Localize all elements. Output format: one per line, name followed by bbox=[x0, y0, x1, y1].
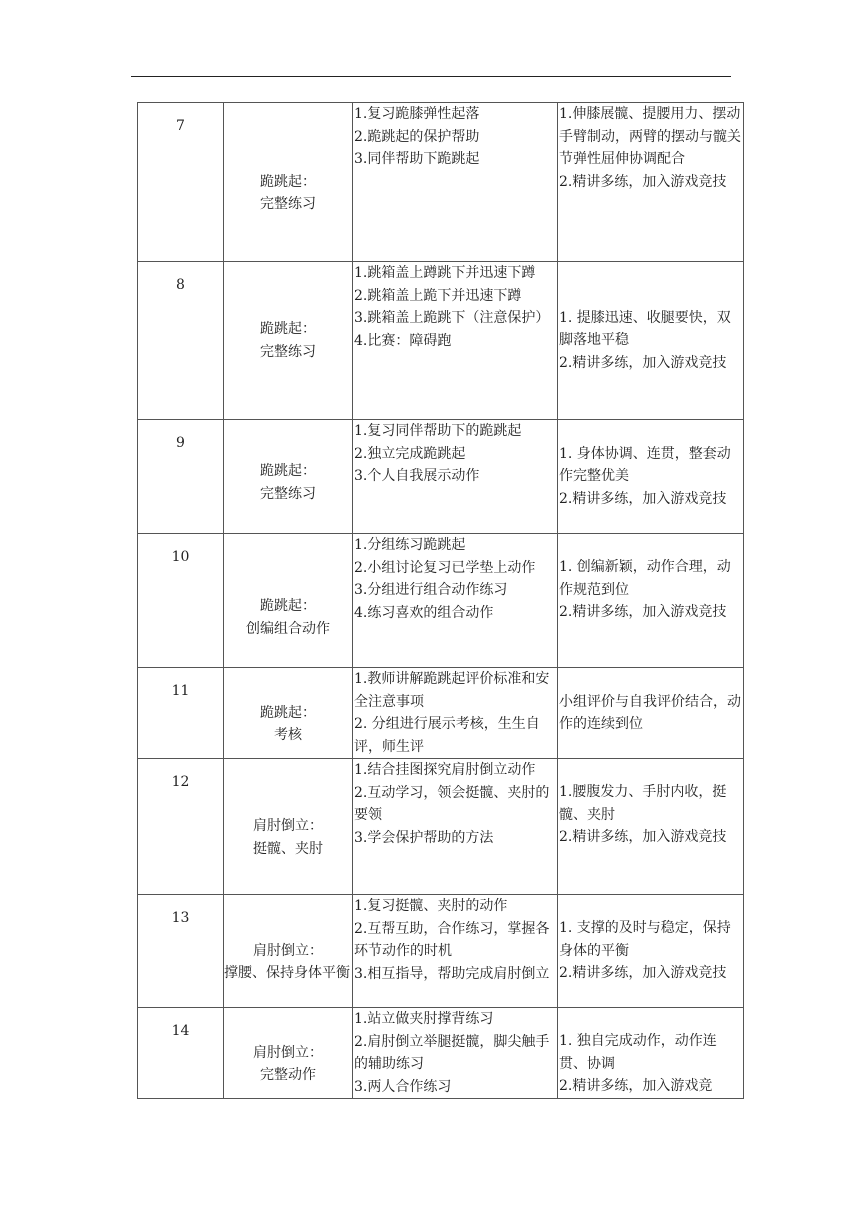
topic-line: 跪跳起： bbox=[260, 321, 316, 337]
content-item: 2.互动学习，领会挺髋、夹肘的要领 bbox=[354, 784, 550, 823]
content-item: 2.跳箱盖上跪下并迅速下蹲 bbox=[354, 287, 522, 304]
lesson-requirements bbox=[558, 262, 744, 420]
content-item: 3.学会保护帮助的方法 bbox=[354, 829, 494, 846]
lesson-content bbox=[353, 262, 558, 420]
topic-line: 完整练习 bbox=[260, 485, 316, 502]
lesson-requirements bbox=[558, 103, 744, 262]
topic-line: 肩肘倒立： bbox=[253, 942, 323, 959]
topic-line: 考核 bbox=[274, 727, 302, 743]
content-item: 3.相互指导，帮助完成肩肘倒立 bbox=[354, 965, 550, 982]
lesson-number: 11 bbox=[138, 668, 224, 759]
content-item: 2.跪跳起的保护帮助 bbox=[354, 128, 480, 145]
lesson-content bbox=[353, 759, 558, 895]
lesson-topic bbox=[224, 759, 353, 895]
lesson-topic bbox=[224, 103, 353, 262]
topic-line: 肩肘倒立： bbox=[253, 818, 323, 834]
lesson-plan-table bbox=[137, 102, 744, 1099]
requirement-item: 1. 提膝迅速、收腿要快，双脚落地平稳 bbox=[559, 309, 731, 349]
requirement-item: 1. 创编新颖，动作合理，动作规范到位 bbox=[559, 559, 731, 598]
content-item: 4.练习喜欢的组合动作 bbox=[354, 604, 494, 621]
requirement-item: 2.精讲多练，加入游戏竞技 bbox=[559, 490, 727, 507]
topic-line: 跪跳起： bbox=[260, 463, 316, 479]
topic-line: 完整动作 bbox=[260, 1067, 316, 1083]
lesson-requirements bbox=[558, 759, 744, 895]
lesson-number: 8 bbox=[138, 262, 224, 420]
content-item: 1.跳箱盖上蹲跳下并迅速下蹲 bbox=[354, 265, 536, 281]
content-item: 4.比赛：障碍跑 bbox=[354, 332, 452, 349]
requirement-item: 2.精讲多练，加入游戏竞技 bbox=[559, 829, 727, 845]
lesson-content bbox=[353, 668, 558, 759]
content-item: 2.小组讨论复习已学垫上动作 bbox=[354, 559, 536, 576]
topic-line: 完整练习 bbox=[260, 196, 316, 212]
lesson-requirements bbox=[558, 534, 744, 668]
requirement-item: 2.精讲多练，加入游戏竞技 bbox=[559, 965, 727, 982]
content-item: 3.分组进行组合动作练习 bbox=[354, 582, 508, 598]
table-row bbox=[138, 262, 744, 420]
topic-line: 跪跳起： bbox=[260, 704, 316, 721]
table-row bbox=[138, 759, 744, 895]
header-rule bbox=[131, 76, 731, 77]
content-item: 2.互帮互助，合作练习，掌握各环节动作的时机 bbox=[354, 920, 550, 959]
requirement-item: 2.精讲多练，加入游戏竞 bbox=[559, 1078, 713, 1094]
requirement-item: 1.腰腹发力、手肘内收，挺髋、夹肘 bbox=[559, 784, 727, 823]
lesson-requirements bbox=[558, 895, 744, 1008]
topic-line: 挺髋、夹肘 bbox=[253, 840, 323, 857]
topic-line: 完整练习 bbox=[260, 343, 316, 360]
lesson-number: 13 bbox=[138, 895, 224, 1008]
lesson-topic bbox=[224, 1008, 353, 1099]
requirement-item: 1. 支撑的及时与稳定，保持身体的平衡 bbox=[559, 920, 731, 959]
lesson-content bbox=[353, 534, 558, 668]
lesson-topic bbox=[224, 895, 353, 1008]
content-item: 1.分组练习跪跳起 bbox=[354, 537, 466, 553]
lesson-number: 12 bbox=[138, 759, 224, 895]
table-row bbox=[138, 668, 744, 759]
lesson-number: 14 bbox=[138, 1008, 224, 1099]
table-row bbox=[138, 534, 744, 668]
content-item: 1.复习跪膝弹性起落 bbox=[354, 106, 480, 122]
requirement-item: 1. 身体协调、连贯，整套动作完整优美 bbox=[559, 445, 731, 485]
lesson-number: 7 bbox=[138, 103, 224, 262]
content-item: 1.结合挂图探究肩肘倒立动作 bbox=[354, 762, 536, 778]
topic-line: 撑腰、保持身体平衡 bbox=[224, 965, 350, 981]
lesson-number: 10 bbox=[138, 534, 224, 668]
requirement-item: 2.精讲多练，加入游戏竞技 bbox=[559, 173, 727, 190]
content-item: 3.同伴帮助下跪跳起 bbox=[354, 151, 480, 167]
table-row bbox=[138, 895, 744, 1008]
lesson-topic bbox=[224, 534, 353, 668]
table-row bbox=[138, 103, 744, 262]
content-item: 1.教师讲解跪跳起评价标准和安全注意事项 bbox=[354, 671, 550, 710]
lesson-topic bbox=[224, 668, 353, 759]
content-item: 1.站立做夹肘撑背练习 bbox=[354, 1011, 494, 1027]
content-item: 1.复习同伴帮助下的跪跳起 bbox=[354, 423, 522, 439]
lesson-requirements bbox=[558, 668, 744, 759]
requirement-item: 小组评价与自我评价结合，动作的连续到位 bbox=[559, 693, 741, 732]
lesson-content bbox=[353, 895, 558, 1008]
content-item: 2.肩肘倒立举腿挺髋，脚尖触手的辅助练习 bbox=[354, 1033, 550, 1072]
requirement-item: 2.精讲多练，加入游戏竞技 bbox=[559, 604, 727, 620]
content-item: 3.跳箱盖上跪跳下（注意保护） bbox=[354, 310, 550, 326]
lesson-topic bbox=[224, 420, 353, 534]
topic-line: 跪跳起： bbox=[260, 173, 316, 190]
lesson-content bbox=[353, 1008, 558, 1099]
lesson-content bbox=[353, 420, 558, 534]
content-item: 3.两人合作练习 bbox=[354, 1078, 452, 1095]
content-item: 1.复习挺髋、夹肘的动作 bbox=[354, 898, 508, 914]
content-item: 2.独立完成跪跳起 bbox=[354, 445, 466, 462]
requirement-item: 1. 独自完成动作，动作连贯、协调 bbox=[559, 1033, 717, 1072]
lesson-requirements bbox=[558, 1008, 744, 1099]
requirement-item: 2.精讲多练，加入游戏竞技 bbox=[559, 354, 727, 371]
topic-line: 跪跳起： bbox=[260, 598, 316, 614]
table-row bbox=[138, 1008, 744, 1099]
lesson-topic bbox=[224, 262, 353, 420]
lesson-requirements bbox=[558, 420, 744, 534]
content-item: 2. 分组进行展示考核，生生自评，师生评 bbox=[354, 716, 540, 755]
lesson-number: 9 bbox=[138, 420, 224, 534]
table-row bbox=[138, 420, 744, 534]
requirement-item: 1.伸膝展髋、提腰用力、摆动手臂制动，两臂的摆动与髋关节弹性屈伸协调配合 bbox=[559, 106, 741, 167]
topic-line: 创编组合动作 bbox=[246, 620, 330, 637]
topic-line: 肩肘倒立： bbox=[253, 1044, 323, 1061]
lesson-content bbox=[353, 103, 558, 262]
content-item: 3.个人自我展示动作 bbox=[354, 468, 480, 484]
